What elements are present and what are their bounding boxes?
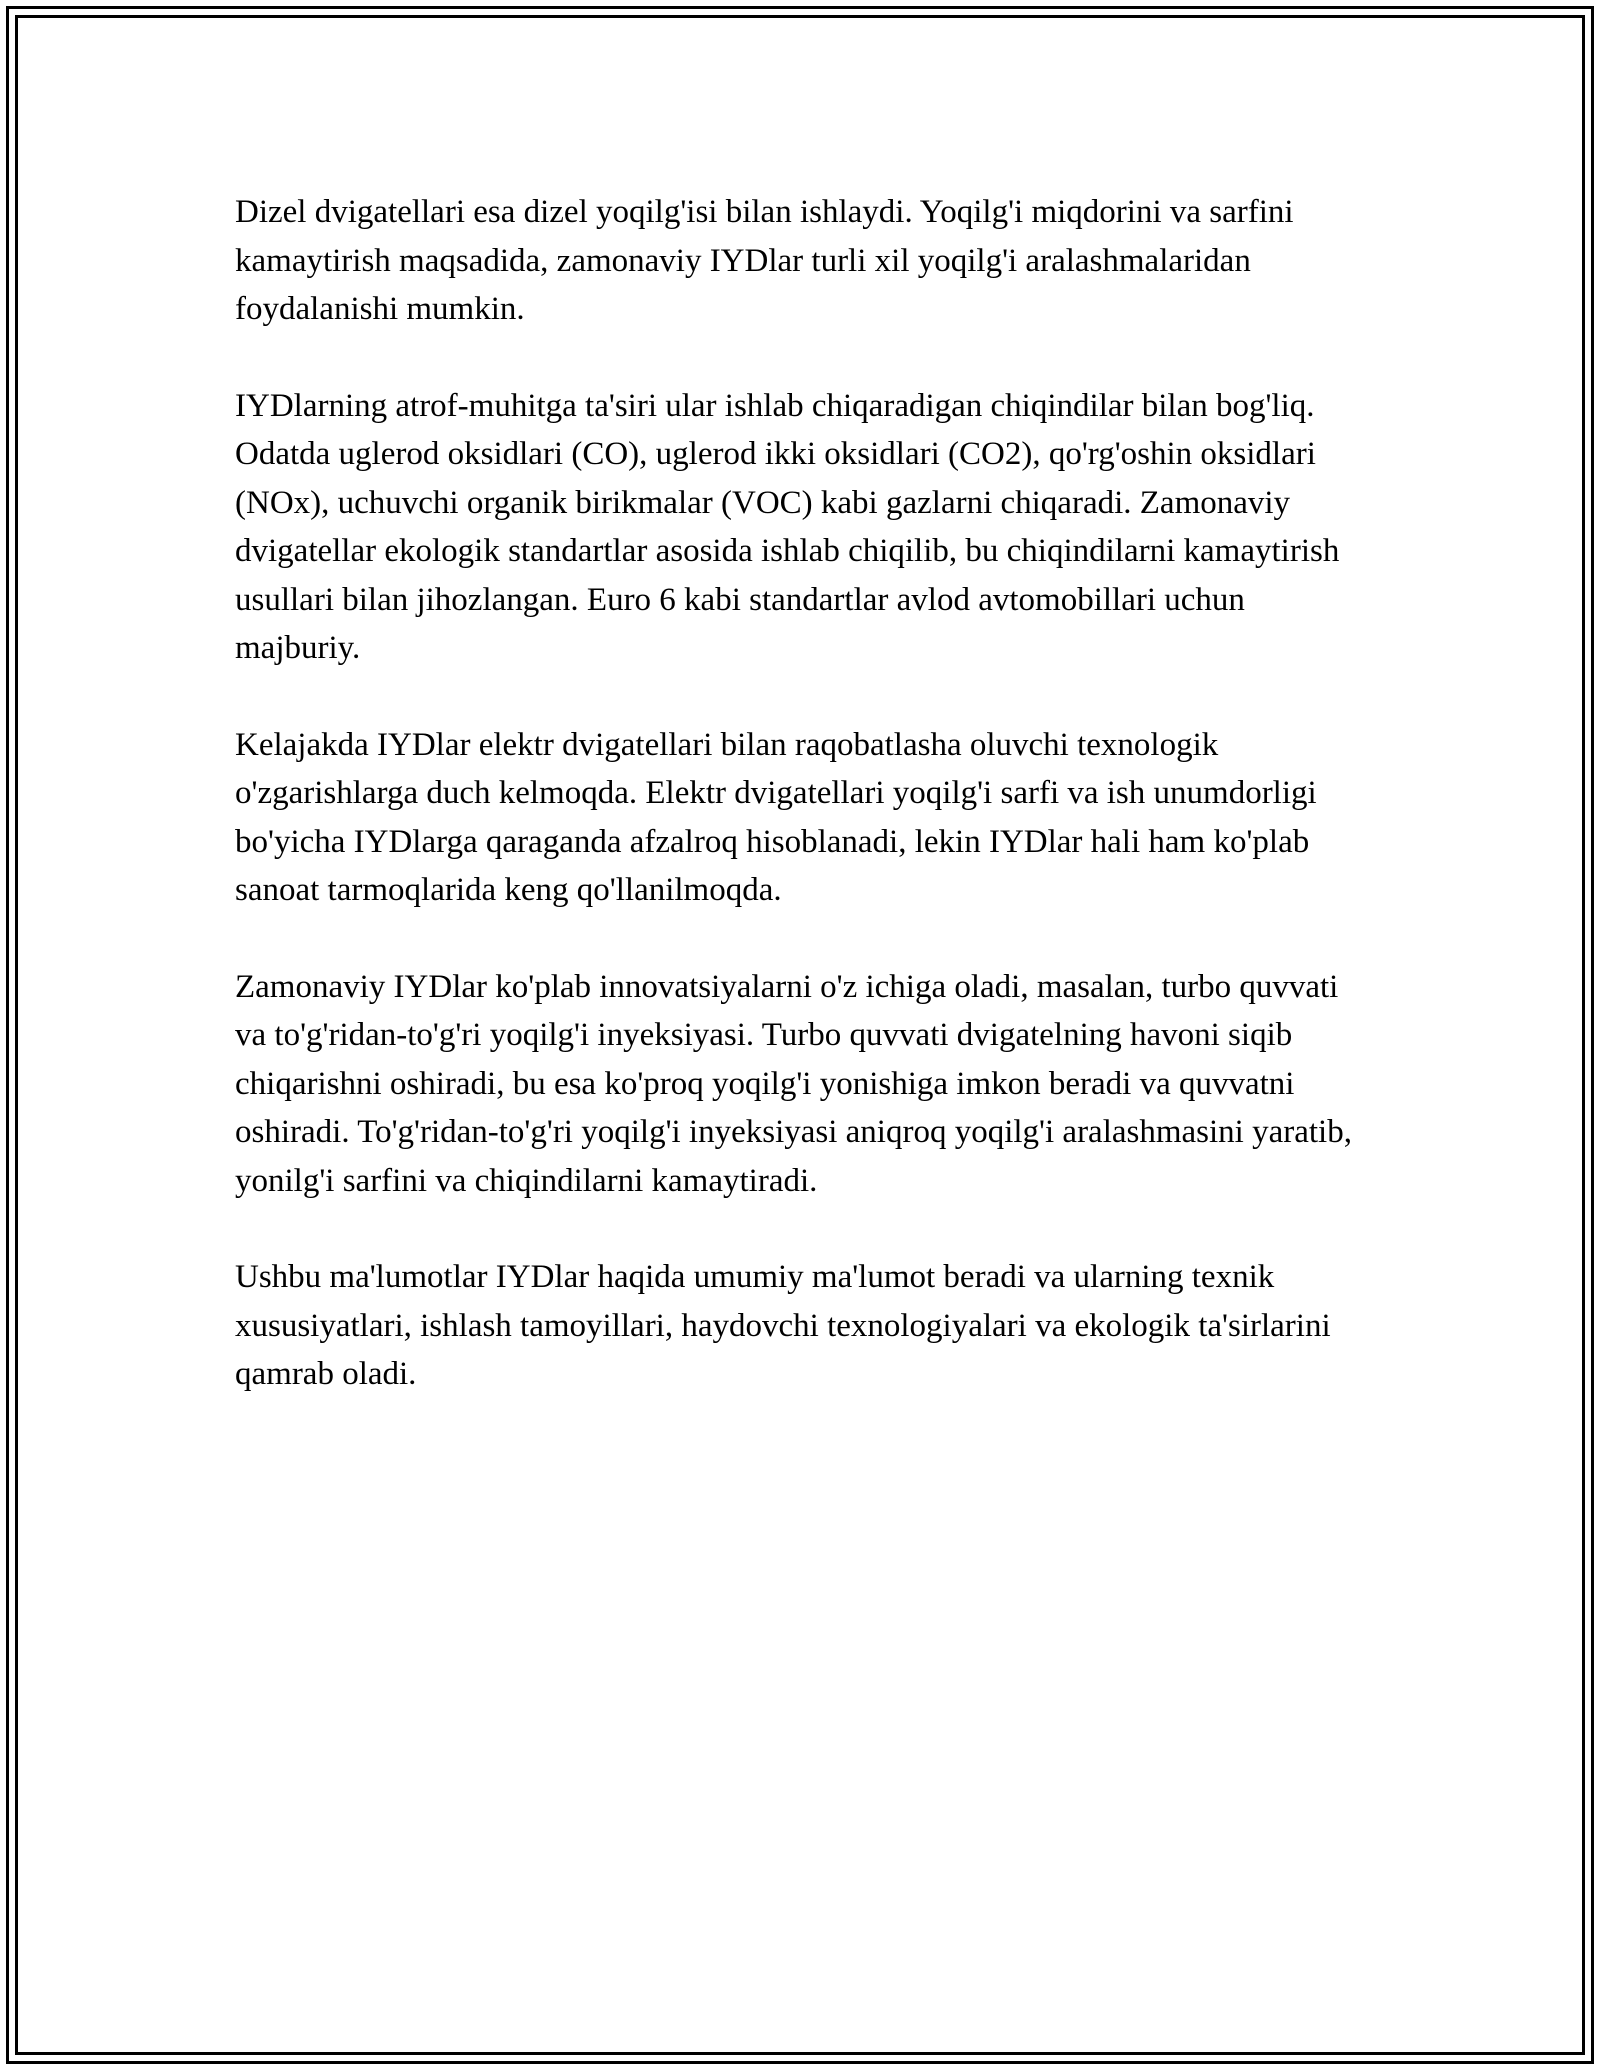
paragraph-diesel-engines: Dizel dvigatellari esa dizel yoqilg'isi bilan ishlaydi. Yoqilg'i miqdorini va sarfini kamaytirish maqsadida, zamonaviy IYDlar turli xil yoqilg'i aralashmalaridan foydalanishi mumkin. — [235, 194, 1294, 327]
paragraph-environmental-impact: IYDlarning atrof-muhitga ta'siri ular ishlab chiqaradigan chiqindilar bilan bog'liq. Odatda uglerod oksidlari (CO), uglerod ikki oksidlari (CO2), qo'rg'oshin oksidlari (NOx), uchuvchi organik birikmalar (VOC) kabi gazlarni chiqaradi. Zamonaviy dvigatellar ekologik standartlar asosida ishlab chiqilib, bu chiqindilarni kamaytirish usullari bilan jihozlangan. Euro 6 kabi standartlar avlod avtomobillari uchun majburiy. — [235, 387, 1340, 666]
document-body — [235, 188, 1375, 1399]
paragraph-future-competition: Kelajakda IYDlar elektr dvigatellari bilan raqobatlasha oluvchi texnologik o'zgarishlarga duch kelmoqda. Elektr dvigatellari yoqilg'i sarfi va ish unumdorligi bo'yicha IYDlarga qaraganda afzalroq hisoblanadi, lekin IYDlar hali ham ko'plab sanoat tarmoqlarida keng qo'llanilmoqda. — [235, 726, 1317, 908]
paragraph-innovations: Zamonaviy IYDlar ko'plab innovatsiyalarni o'z ichiga oladi, masalan, turbo quvvati va to'g'ridan-to'g'ri yoqilg'i inyeksiyasi. Turbo quvvati dvigatelning havoni siqib chiqarishni oshiradi, bu esa ko'proq yoqilg'i yonishiga imkon beradi va quvvatni oshiradi. To'g'ridan-to'g'ri yoqilg'i inyeksiyasi aniqroq yoqilg'i aralashmasini yaratib, yonilg'i sarfini va chiqindilarni kamaytiradi. — [235, 968, 1352, 1199]
paragraph-summary: Ushbu ma'lumotlar IYDlar haqida umumiy ma'lumot beradi va ularning texnik xususiyatlari, ishlash tamoyillari, haydovchi texnologiyalari va ekologik ta'sirlarini qamrab oladi. — [235, 1259, 1331, 1392]
